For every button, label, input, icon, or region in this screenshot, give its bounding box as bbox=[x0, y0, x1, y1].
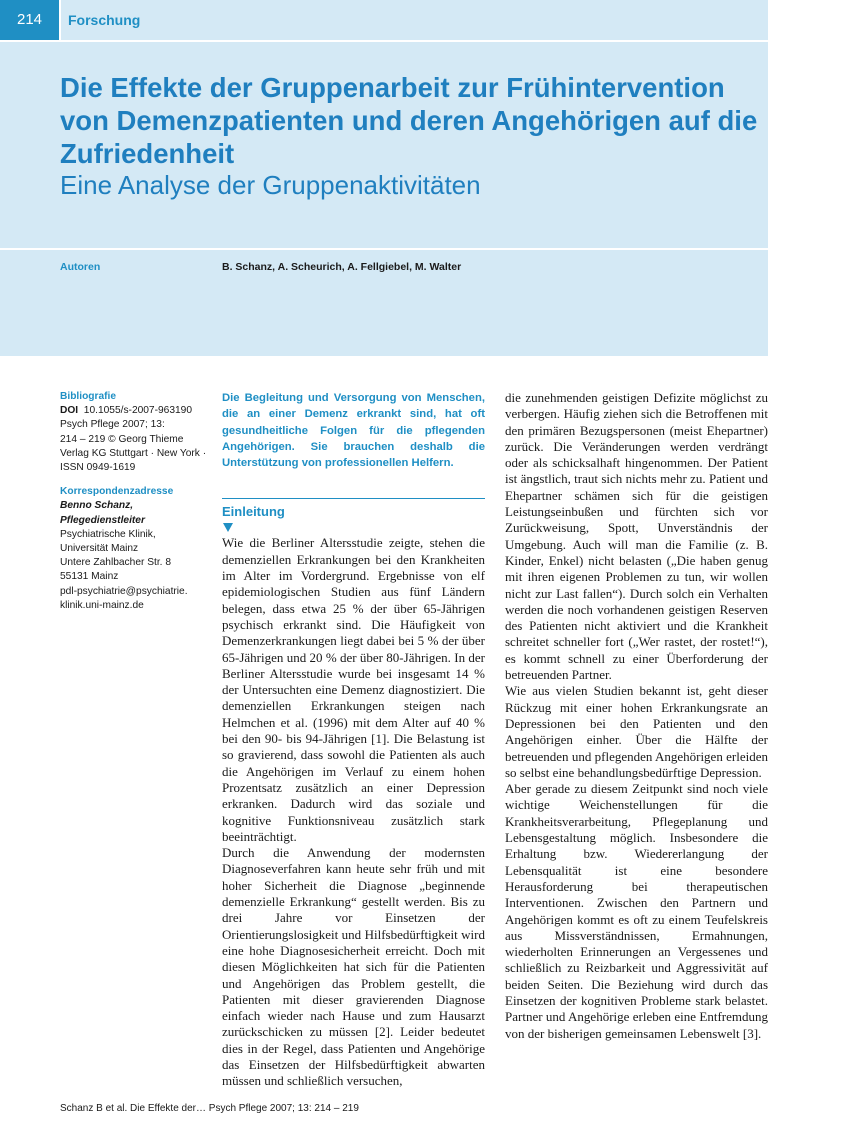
triangle-down-icon bbox=[223, 523, 233, 532]
sidebar bbox=[60, 390, 210, 613]
bibliography-label: Bibliografie bbox=[60, 391, 117, 402]
body-paragraph: Wie aus vielen Studien bekannt ist, geht dieser Rückzug mit einer hohen Erkrankungsrate an Depressionen bei den Patienten und den Angehörigen einher. Über die Hälfte der betreuenden und pflegenden Angehörigen erleiden so selbst eine behandlungsbedürftige Depression. bbox=[505, 683, 768, 780]
title-divider bbox=[0, 248, 768, 250]
text-column-1 bbox=[222, 390, 485, 1090]
page-number: 214 bbox=[0, 0, 59, 40]
email-line: pdl-psychiatrie@psychiatrie. bbox=[60, 585, 188, 597]
biblio-line: ISSN 0949-1619 bbox=[60, 462, 136, 474]
authors-label: Autoren bbox=[60, 261, 101, 273]
article-subtitle: Eine Analyse der Gruppenaktivitäten bbox=[60, 170, 481, 200]
body-paragraph: Durch die Anwendung der modernsten Diagnoseverfahren kann heute sehr früh und mit hoher Sicherheit die Diagnose „beginnende demenzielle Erkrankung“ gestellt werden. Bis zu drei Jahre vor Einsetzen der Orientierungslosigkeit und Hilfsbedürftigkeit wird eine hohe Diagnosesicherheit erreicht. Doch mit diesen Möglichkeiten hat sich für die Patienten und Angehörigen das Problem gestellt, die Patienten mit dieser gravierenden Diagnose einfach wieder nach Hause und zum Hausarzt zurückschicken zu müssen [2]. Leider bedeutet dies in der Regel, dass Patienten und Angehörige das Einsetzen der Hilfsbedürftigkeit abwarten müssen und schließlich versuchen, bbox=[222, 845, 485, 1089]
body-paragraph: die zunehmenden geistigen Defizite möglichst zu verbergen. Häufig ziehen sich die Betroffenen mit den primären Bezugspersonen (meist Ehepartner) zurück. Die Veränderungen werden verdrängt oder als schicksalhaft hingenommen. Der Patient ist ängstlich, traut sich nichts mehr zu. Patient und Ehepartner schämen sich für die geistigen Leistungseinbußen und fürchten sich vor Zurückweisung, Spott, Unverständnis der Umgebung. Auch will man die Familie (z. B. Kinder, Enkel) nicht belasten („Die haben genug mit ihren eigenen Problemen zu tun, wir wollen nicht zur Last fallen“). Durch solch ein Verhalten werden die noch vorhandenen geistigen Reserven des Patienten nicht aktiviert und die Krankheit schreitet schneller fort („Wer rastet, der rostet!“), es kommt schnell zu einer Überforderung der betreuenden Partner. bbox=[505, 390, 768, 683]
section-rule bbox=[222, 498, 485, 499]
address-line: Universität Mainz bbox=[60, 543, 139, 555]
doi-value: 10.1055/s-2007-963190 bbox=[83, 405, 192, 417]
biblio-line: Psych Pflege 2007; 13: bbox=[60, 419, 165, 431]
address-line: Untere Zahlbacher Str. 8 bbox=[60, 557, 171, 569]
author-names: B. Schanz, A. Scheurich, A. Fellgiebel, M. Walter bbox=[222, 261, 462, 273]
doi-label: DOI bbox=[60, 405, 79, 417]
address-line: 55131 Mainz bbox=[60, 571, 119, 583]
biblio-line: Verlag KG Stuttgart · New York · bbox=[60, 447, 207, 459]
body-paragraph: Wie die Berliner Altersstudie zeigte, stehen die demenziellen Erkrankungen bei den Krankheiten im Alter im Vordergrund. Ergebnisse von elf epidemiologischen Studien aus fünf Ländern belegen, dass etwa 25 % der über 65-Jährigen psychisch erkrankt sind. Die Häufigkeit von Demenzerkrankungen liegt dabei bei 5 % der über 65-Jährigen und 20 % der über 80-Jährigen. In der Berliner Altersstudie wurde bei insgesamt 14 % der Untersuchten eine Demenz diagnostiziert. Die demenziellen Erkrankungen steigen nach Helmchen et al. (1996) mit dem Alter auf 40 % bei den 90- bis 94-Jährigen [1]. Die Belastung ist so gravierend, dass sowohl die Patienten als auch die Angehörigen im Verlauf zu einem hohen Prozentsatz zusätzlich an einer Depression erkranken. Dadurch wird das soziale und kognitive Funktionsniveau zusätzlich stark beeinträchtigt. bbox=[222, 535, 485, 844]
body-paragraph: Aber gerade zu diesem Zeitpunkt sind noch viele wichtige Weichenstellungen für die Krankheitsverarbeitung, Pflegeplanung und Lebensgestaltung möglich. Insbesondere die Erhaltung bzw. Wiedererlangung der Lebensqualität ist eine besondere Herausforderung bei therapeutischen Interventionen. Zwischen den Partnern und Angehörigen kommt es oft zu einem Teufelskreis aus Missverständnissen, Ermahnungen, wiederholten Erinnerungen an Vergessenes und schließlich zu Reizbarkeit und Aggressivität auf beiden Seiten. Die Beziehung wird durch das Einsetzen der kognitiven Probleme stark belastet. Partner und Angehörige erleben eine Entfremdung von der bisherigen gemeinsamen Lebenswelt [3]. bbox=[505, 781, 768, 1041]
abstract: Die Begleitung und Versorgung von Menschen, die an einer Demenz erkrankt sind, hat oft gesundheitliche Folgen für die pflegenden Angehörigen. Sie brauchen deshalb die Unterstützung von professionellen Helfern. bbox=[222, 392, 485, 470]
section-label: Forschung bbox=[68, 12, 141, 28]
article-title: Die Effekte der Gruppenarbeit zur Frühintervention von Demenzpatienten und deren Angehörigen auf die Zufriedenheit bbox=[60, 72, 758, 169]
correspondence-name: Benno Schanz, bbox=[60, 500, 134, 512]
email-line: klinik.uni-mainz.de bbox=[60, 599, 144, 611]
biblio-line: 214 – 219 © Georg Thieme bbox=[60, 433, 184, 445]
doi-line bbox=[60, 404, 210, 418]
address-line: Psychiatrische Klinik, bbox=[60, 528, 156, 540]
correspondence-role: Pflegedienstleiter bbox=[60, 514, 145, 526]
header-divider-vertical bbox=[59, 0, 61, 40]
section-heading: Einleitung bbox=[222, 504, 285, 520]
page-footer: Schanz B et al. Die Effekte der… Psych Pflege 2007; 13: 214 – 219 bbox=[60, 1103, 359, 1114]
text-column-2 bbox=[505, 390, 768, 1042]
correspondence-label: Korrespondenzadresse bbox=[60, 486, 174, 498]
header-divider bbox=[0, 40, 768, 42]
